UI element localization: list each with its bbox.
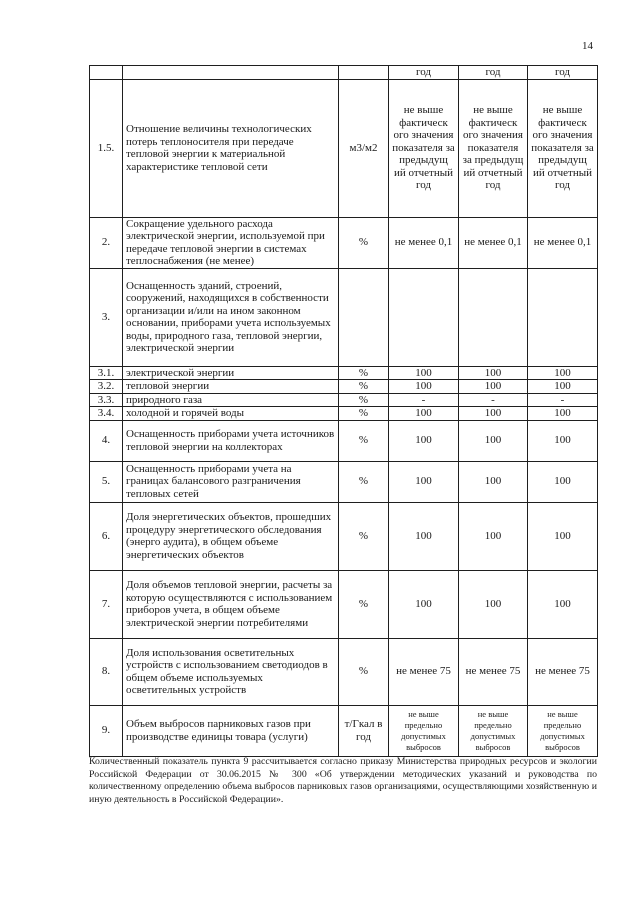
indicator-name: Сокращение удельного расхода электрической энергии, используемой при передаче тепловой энергии в системах теплоснабжения (не менее) (123, 217, 339, 268)
row-number: 3.4. (90, 407, 123, 421)
unit: % (339, 570, 389, 638)
table-row (90, 420, 598, 461)
value-year-2: - (459, 393, 528, 407)
row-number: 3. (90, 268, 123, 366)
value-year-3: 100 (528, 407, 598, 421)
unit: % (339, 638, 389, 705)
indicator-name (123, 66, 339, 80)
table-row (90, 79, 598, 217)
unit: % (339, 366, 389, 380)
value-year-3: не менее 75 (528, 638, 598, 705)
unit: % (339, 393, 389, 407)
value-year-3: 100 (528, 380, 598, 394)
value-year-1: 100 (389, 380, 459, 394)
table-row (90, 407, 598, 421)
indicator-name: Доля объемов тепловой энергии, расчеты за которую осуществляются с использованием приборов учета, в общем объеме электрической энергии потребителями (123, 570, 339, 638)
value-year-1: 100 (389, 407, 459, 421)
value-year-1 (389, 268, 459, 366)
footnote: Количественный показатель пункта 9 рассчитывается согласно приказу Министерства природных ресурсов и экологии Российской Федерации от 30.06.2015 № 300 «Об утверждении методических указаний и руководства по количественному определению объема выбросов парниковых газов организациями, осуществляющими хозяйственную и иную деятельность в Российской Федерации». (89, 756, 597, 805)
table-row (90, 705, 598, 756)
value-year-3: - (528, 393, 598, 407)
row-number (90, 66, 123, 80)
value-year-3: год (528, 66, 598, 80)
value-year-3: не выше предельно допустимых выбросов (528, 705, 598, 756)
value-year-2: не выше предельно допустимых выбросов (459, 705, 528, 756)
row-number: 5. (90, 461, 123, 502)
row-number: 3.1. (90, 366, 123, 380)
table-row (90, 502, 598, 570)
value-year-2: 100 (459, 380, 528, 394)
indicator-name: Оснащенность приборами учета на границах балансового разграничения тепловых сетей (123, 461, 339, 502)
indicator-name: Объем выбросов парниковых газов при производстве единицы товара (услуги) (123, 705, 339, 756)
row-number: 6. (90, 502, 123, 570)
value-year-1: 100 (389, 570, 459, 638)
table-row (90, 638, 598, 705)
unit: т/Гкал в год (339, 705, 389, 756)
table-row (90, 366, 598, 380)
value-year-2: не выше фактическ ого значения показателя за предыдущ ий отчетный год (459, 79, 528, 217)
indicator-name: электрической энергии (123, 366, 339, 380)
value-year-1: год (389, 66, 459, 80)
unit: % (339, 407, 389, 421)
value-year-3 (528, 268, 598, 366)
unit (339, 66, 389, 80)
unit: % (339, 502, 389, 570)
unit (339, 268, 389, 366)
unit: % (339, 380, 389, 394)
indicator-name: природного газа (123, 393, 339, 407)
unit: % (339, 420, 389, 461)
table-row (90, 66, 598, 80)
value-year-1: не выше предельно допустимых выбросов (389, 705, 459, 756)
unit: % (339, 461, 389, 502)
row-number: 3.2. (90, 380, 123, 394)
table-row (90, 570, 598, 638)
value-year-1: не выше фактическ ого значения показателя за предыдущ ий отчетный год (389, 79, 459, 217)
value-year-2: не менее 0,1 (459, 217, 528, 268)
value-year-3: 100 (528, 366, 598, 380)
indicator-name: Оснащенность приборами учета источников тепловой энергии на коллекторах (123, 420, 339, 461)
table-row (90, 380, 598, 394)
row-number: 3.3. (90, 393, 123, 407)
indicator-name: тепловой энергии (123, 380, 339, 394)
value-year-3: не выше фактическ ого значения показателя за предыдущ ий отчетный год (528, 79, 598, 217)
value-year-1: 100 (389, 366, 459, 380)
value-year-3: 100 (528, 502, 598, 570)
indicator-name: холодной и горячей воды (123, 407, 339, 421)
row-number: 9. (90, 705, 123, 756)
value-year-2: не менее 75 (459, 638, 528, 705)
indicator-name: Доля энергетических объектов, прошедших процедуру энергетического обследования (энерго аудита), в общем объеме энергетических объектов (123, 502, 339, 570)
table-row (90, 268, 598, 366)
row-number: 7. (90, 570, 123, 638)
row-number: 4. (90, 420, 123, 461)
indicator-name: Доля использования осветительных устройств с использованием светодиодов в общем объеме используемых осветительных устройств (123, 638, 339, 705)
value-year-1: 100 (389, 420, 459, 461)
value-year-2: 100 (459, 420, 528, 461)
value-year-1: не менее 75 (389, 638, 459, 705)
value-year-2: 100 (459, 461, 528, 502)
value-year-2: 100 (459, 366, 528, 380)
table-row (90, 393, 598, 407)
table-row (90, 461, 598, 502)
page-number: 14 (582, 40, 593, 52)
unit: м3/м2 (339, 79, 389, 217)
value-year-2: год (459, 66, 528, 80)
value-year-1: 100 (389, 502, 459, 570)
value-year-2: 100 (459, 407, 528, 421)
value-year-2: 100 (459, 502, 528, 570)
value-year-2: 100 (459, 570, 528, 638)
value-year-2 (459, 268, 528, 366)
value-year-1: - (389, 393, 459, 407)
value-year-1: 100 (389, 461, 459, 502)
row-number: 2. (90, 217, 123, 268)
table-row (90, 217, 598, 268)
value-year-3: 100 (528, 461, 598, 502)
indicator-name: Оснащенность зданий, строений, сооружений, находящихся в собственности организации и/или на ином законном основании, приборами учета используемых воды, природного газа, тепловой энергии, электрической энергии (123, 268, 339, 366)
row-number: 1.5. (90, 79, 123, 217)
unit: % (339, 217, 389, 268)
value-year-3: 100 (528, 570, 598, 638)
value-year-3: не менее 0,1 (528, 217, 598, 268)
value-year-3: 100 (528, 420, 598, 461)
indicator-name: Отношение величины технологических потерь теплоносителя при передаче тепловой энергии к материальной характеристике тепловой сети (123, 79, 339, 217)
value-year-1: не менее 0,1 (389, 217, 459, 268)
indicators-table (89, 65, 598, 757)
row-number: 8. (90, 638, 123, 705)
